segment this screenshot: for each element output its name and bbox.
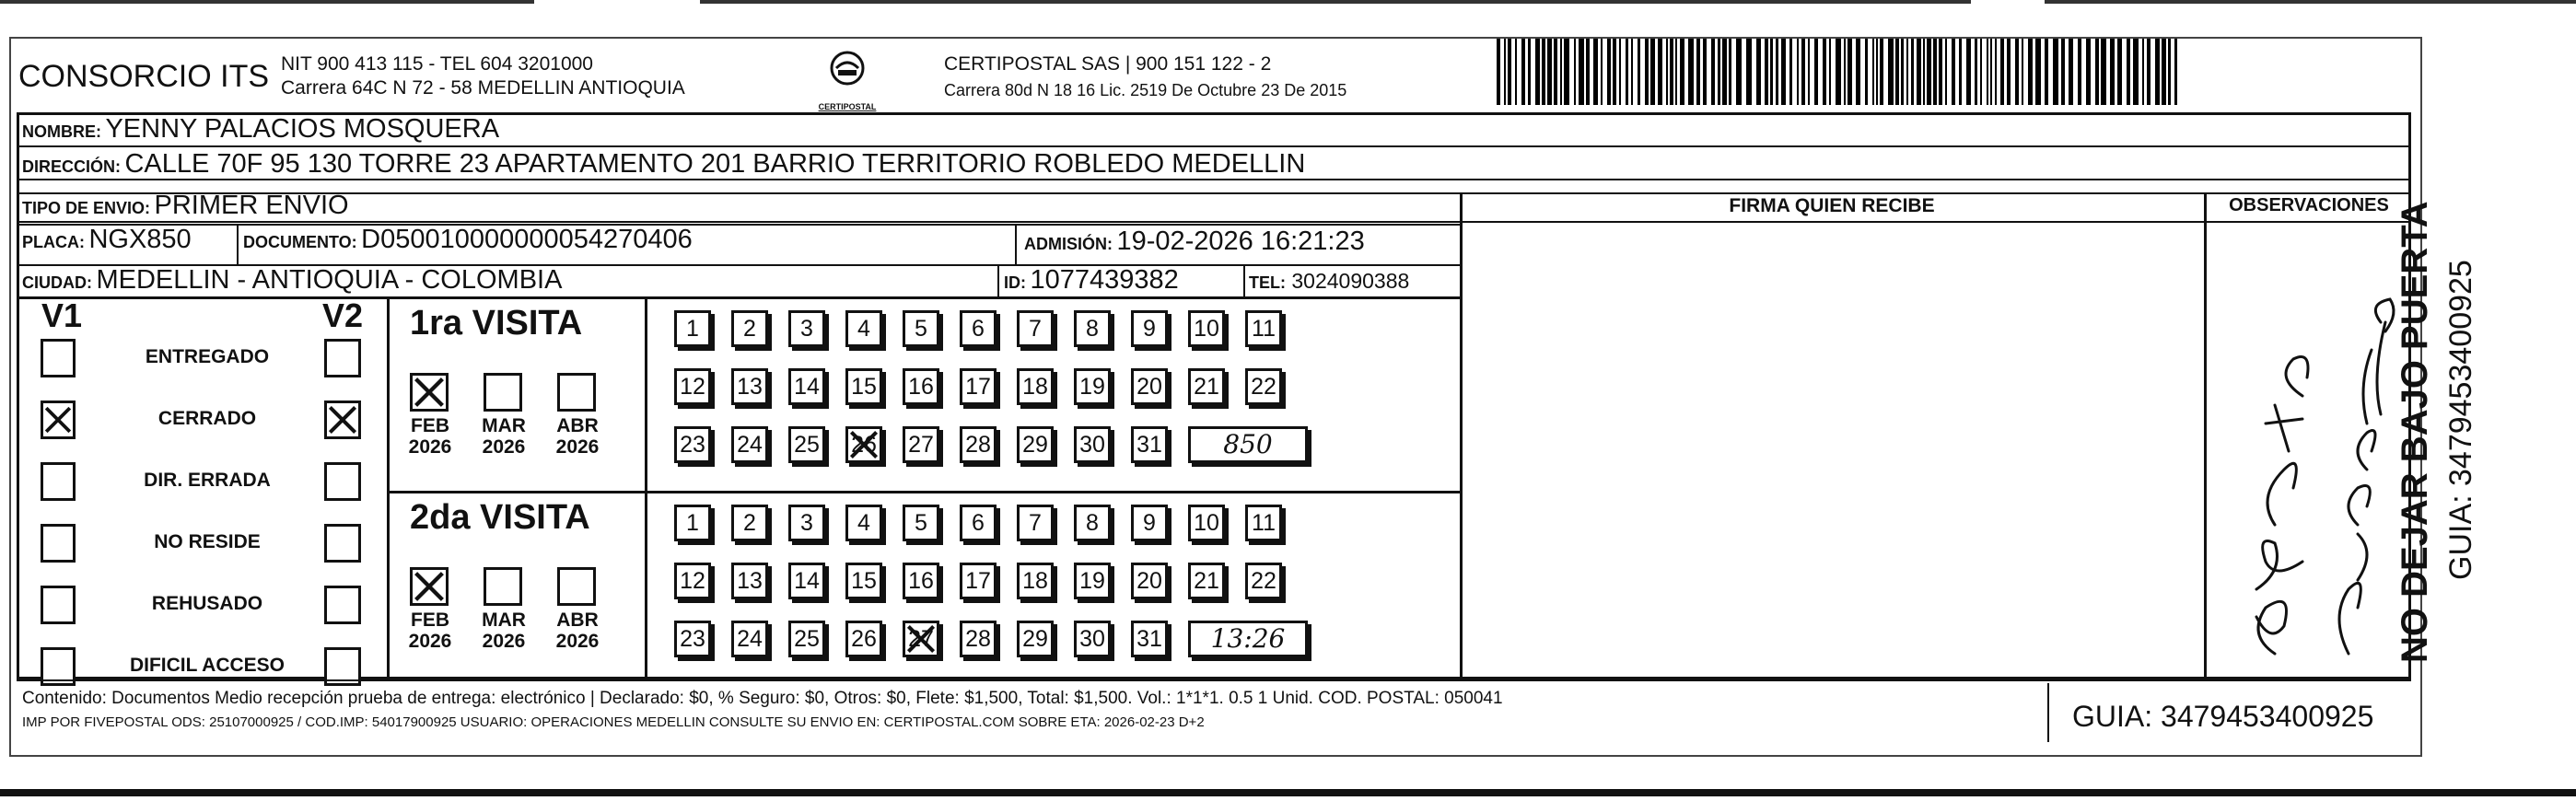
row-divider bbox=[17, 192, 2411, 194]
barcode-bar bbox=[1631, 39, 1633, 105]
barcode-bar bbox=[1975, 39, 1977, 105]
month-name: MAR bbox=[482, 609, 526, 631]
footer-line bbox=[17, 679, 2411, 681]
barcode-bar bbox=[2174, 39, 2177, 105]
x-mark-icon bbox=[413, 376, 446, 409]
barcode-bar bbox=[1836, 39, 1841, 105]
barcode-bar bbox=[1939, 39, 1942, 105]
day-box[interactable]: 29 bbox=[1017, 426, 1054, 463]
firma-divider bbox=[1460, 192, 1463, 679]
barcode-bar bbox=[2147, 39, 2151, 105]
x-mark-icon bbox=[327, 403, 358, 436]
handwritten-text: 850 bbox=[1223, 429, 1273, 459]
barcode-bar bbox=[2000, 39, 2004, 105]
day-box[interactable]: 26 bbox=[845, 621, 882, 657]
tipo-label: TIPO DE ENVIO: bbox=[22, 199, 151, 217]
v1-label: V1 bbox=[41, 296, 83, 334]
day-box[interactable]: 30 bbox=[1074, 426, 1111, 463]
day-box[interactable]: 12 bbox=[674, 368, 711, 405]
ciudad-value: MEDELLIN - ANTIOQUIA - COLOMBIA bbox=[96, 265, 563, 295]
documento-cell bbox=[243, 225, 693, 255]
barcode-bar bbox=[1933, 39, 1937, 105]
ciudad-label: CIUDAD: bbox=[22, 273, 92, 292]
day-box[interactable]: 10 bbox=[1188, 310, 1225, 347]
barcode-bar bbox=[1770, 39, 1773, 105]
footer-imp: IMP POR FIVEPOSTAL ODS: 25107000925 / COD.IMP: 54017900925 USUARIO: OPERACIONES MEDELLIN CONSULTE SU ENVIO EN: CERTIPOSTAL.COM SOBRE ETA: 2026-02-23 D+2 bbox=[22, 714, 1205, 730]
barcode-bar bbox=[1607, 39, 1611, 105]
day-box[interactable]: 17 bbox=[960, 563, 997, 599]
status-option-label: DIFICIL ACCESO bbox=[129, 655, 285, 676]
day-box[interactable]: 4 bbox=[845, 310, 882, 347]
barcode-bar bbox=[1789, 39, 1792, 105]
day-box[interactable]: 29 bbox=[1017, 621, 1054, 657]
day-box[interactable]: 23 bbox=[674, 621, 711, 657]
handwritten-box bbox=[1188, 621, 1308, 657]
v1-checkbox[interactable] bbox=[41, 462, 76, 501]
tel-label: TEL: bbox=[1249, 273, 1286, 292]
row-divider bbox=[17, 224, 1463, 226]
ciudad-row bbox=[22, 265, 562, 296]
day-box[interactable]: 13 bbox=[731, 368, 768, 405]
barcode-bar bbox=[2095, 39, 2099, 105]
nombre-row bbox=[22, 114, 499, 145]
day-box[interactable]: 23 bbox=[674, 426, 711, 463]
barcode-bar bbox=[1497, 39, 1500, 105]
row-divider bbox=[17, 145, 2411, 147]
day-box[interactable]: 14 bbox=[788, 368, 825, 405]
day-box[interactable]: 30 bbox=[1074, 621, 1111, 657]
day-box[interactable]: 22 bbox=[1245, 368, 1282, 405]
direccion-row bbox=[22, 149, 1305, 180]
tel-divider bbox=[1243, 264, 1245, 297]
barcode-bar bbox=[1508, 39, 1511, 105]
barcode-bar bbox=[1987, 39, 1988, 105]
direccion-label: DIRECCIÓN: bbox=[22, 157, 121, 176]
status-option-label: REHUSADO bbox=[151, 593, 263, 614]
month-label bbox=[471, 415, 537, 458]
day-box[interactable]: 4 bbox=[845, 505, 882, 541]
barcode-bar bbox=[1808, 39, 1810, 105]
barcode-bar bbox=[2110, 39, 2115, 105]
day-box[interactable]: 27 bbox=[903, 621, 939, 657]
month-checkbox[interactable] bbox=[410, 567, 449, 606]
month-year: 2026 bbox=[482, 631, 526, 652]
tel-value: 3024090388 bbox=[1291, 269, 1410, 293]
v2-checkbox[interactable] bbox=[324, 586, 361, 624]
row-divider bbox=[17, 221, 1463, 223]
day-box[interactable]: 25 bbox=[788, 621, 825, 657]
obs-divider bbox=[2204, 192, 2207, 679]
day-box[interactable]: 16 bbox=[903, 368, 939, 405]
footer-content: Contenido: Documentos Medio recepción prueba de entrega: electrónico | Declarado: $0, % Seguro: $0, Otros: $0, Flete: $1,500, Total: $1,500. Vol.: 1*1*1. 0.5 1 Unid. COD. POSTAL: 050041 bbox=[22, 689, 1503, 708]
day-box[interactable]: 2 bbox=[731, 505, 768, 541]
placa-label: PLACA: bbox=[22, 233, 85, 251]
placa-value: NGX850 bbox=[88, 225, 192, 254]
side-title: NO DEJAR BAJO PUERTA bbox=[2395, 201, 2435, 663]
day-box[interactable]: 18 bbox=[1017, 368, 1054, 405]
footer-guia: GUIA: 3479453400925 bbox=[2072, 700, 2374, 733]
id-label: ID: bbox=[1004, 273, 1026, 292]
visit-divider bbox=[390, 491, 1463, 493]
barcode-bar bbox=[1574, 39, 1576, 105]
barcode-bar bbox=[1638, 39, 1640, 105]
day-box[interactable]: 5 bbox=[903, 505, 939, 541]
barcode-bar bbox=[2162, 39, 2166, 105]
admision-value: 19-02-2026 16:21:23 bbox=[1116, 226, 1365, 256]
day-box[interactable]: 9 bbox=[1131, 505, 1168, 541]
barcode-bar bbox=[1746, 39, 1752, 105]
month-year: 2026 bbox=[555, 631, 600, 652]
barcode-bar bbox=[1619, 39, 1621, 105]
barcode-bar bbox=[1593, 39, 1598, 105]
handwritten-text: 13:26 bbox=[1210, 623, 1286, 654]
barcode-bar bbox=[2078, 39, 2081, 105]
barcode-bar bbox=[2155, 39, 2160, 105]
id-value: 1077439382 bbox=[1030, 265, 1179, 295]
month-year: 2026 bbox=[482, 436, 526, 458]
x-mark-icon bbox=[43, 403, 73, 436]
day-box[interactable]: 28 bbox=[960, 621, 997, 657]
v1-checkbox[interactable] bbox=[41, 400, 76, 439]
barcode-bar bbox=[1688, 39, 1694, 105]
status-option-label: DIR. ERRADA bbox=[144, 470, 271, 491]
day-box[interactable]: 13 bbox=[731, 563, 768, 599]
barcode-bar bbox=[1927, 39, 1931, 105]
barcode bbox=[1497, 39, 2183, 105]
admision-label: ADMISIÓN: bbox=[1024, 235, 1113, 253]
barcode-bar bbox=[1776, 39, 1778, 105]
day-box[interactable]: 19 bbox=[1074, 563, 1111, 599]
top-edge bbox=[0, 0, 2576, 4]
firma-label: FIRMA QUIEN RECIBE bbox=[1729, 195, 1935, 216]
day-box[interactable]: 21 bbox=[1188, 563, 1225, 599]
barcode-bar bbox=[1528, 39, 1531, 105]
barcode-bar bbox=[1923, 39, 1925, 105]
barcode-bar bbox=[1917, 39, 1921, 105]
v2-checkbox[interactable] bbox=[324, 462, 361, 501]
month-year: 2026 bbox=[408, 631, 452, 652]
day-box[interactable]: 7 bbox=[1017, 310, 1054, 347]
carrier-line-2: Carrera 80d N 18 16 Lic. 2519 De Octubre 23 De 2015 bbox=[944, 81, 1347, 99]
nombre-label: NOMBRE: bbox=[22, 122, 101, 141]
barcode-bar bbox=[1801, 39, 1805, 105]
v1-checkbox[interactable] bbox=[41, 339, 76, 377]
v2-checkbox[interactable] bbox=[324, 400, 361, 439]
barcode-bar bbox=[2086, 39, 2091, 105]
barcode-bar bbox=[2045, 39, 2048, 105]
status-option-label: ENTREGADO bbox=[145, 346, 270, 367]
barcode-bar bbox=[1865, 39, 1868, 105]
barcode-bar bbox=[1658, 39, 1662, 105]
barcode-bar bbox=[1906, 39, 1908, 105]
barcode-bar bbox=[1847, 39, 1852, 105]
direccion-value: CALLE 70F 95 130 TORRE 23 APARTAMENTO 201 BARRIO TERRITORIO ROBLEDO MEDELLIN bbox=[124, 149, 1306, 179]
barcode-bar bbox=[1945, 39, 1947, 105]
certipostal-logo-text: CERTIPOSTAL bbox=[818, 102, 877, 111]
day-box[interactable]: 12 bbox=[674, 563, 711, 599]
barcode-bar bbox=[1722, 39, 1727, 105]
v2-checkbox[interactable] bbox=[324, 524, 361, 563]
barcode-bar bbox=[1626, 39, 1628, 105]
barcode-bar bbox=[1535, 39, 1540, 105]
barcode-bar bbox=[2015, 39, 2019, 105]
barcode-bar bbox=[1564, 39, 1569, 105]
barcode-bar bbox=[1901, 39, 1904, 105]
tipo-value: PRIMER ENVIO bbox=[154, 191, 349, 220]
barcode-bar bbox=[2142, 39, 2144, 105]
barcode-bar bbox=[1645, 39, 1649, 105]
observaciones-handwriting bbox=[2220, 267, 2404, 672]
barcode-bar bbox=[1959, 39, 1962, 105]
day-box[interactable]: 16 bbox=[903, 563, 939, 599]
day-box[interactable]: 24 bbox=[731, 621, 768, 657]
barcode-bar bbox=[1729, 39, 1731, 105]
top-edge-gap bbox=[534, 0, 700, 4]
day-box[interactable]: 27 bbox=[903, 426, 939, 463]
visit-title: 2da VISITA bbox=[410, 498, 590, 537]
barcode-bar bbox=[1650, 39, 1655, 105]
barcode-bar bbox=[2127, 39, 2130, 105]
barcode-bar bbox=[1980, 39, 1982, 105]
barcode-bar bbox=[1823, 39, 1826, 105]
documento-value: D050010000000054270406 bbox=[361, 225, 693, 254]
admision-cell bbox=[1024, 226, 1365, 257]
day-box[interactable]: 15 bbox=[845, 563, 882, 599]
barcode-bar bbox=[1670, 39, 1673, 105]
day-box[interactable]: 6 bbox=[960, 310, 997, 347]
barcode-bar bbox=[1781, 39, 1786, 105]
barcode-bar bbox=[1765, 39, 1768, 105]
day-box[interactable]: 31 bbox=[1131, 426, 1168, 463]
barcode-bar bbox=[1990, 39, 1992, 105]
month-label bbox=[397, 609, 463, 652]
barcode-bar bbox=[1797, 39, 1799, 105]
v2-label: V2 bbox=[322, 296, 364, 334]
day-box[interactable]: 20 bbox=[1131, 563, 1168, 599]
barcode-bar bbox=[2133, 39, 2139, 105]
observaciones-label: OBSERVACIONES bbox=[2229, 195, 2389, 215]
barcode-bar bbox=[1613, 39, 1616, 105]
barcode-bar bbox=[1504, 39, 1506, 105]
carrier-line-1: CERTIPOSTAL SAS | 900 151 122 - 2 bbox=[944, 53, 1272, 75]
day-box[interactable]: 17 bbox=[960, 368, 997, 405]
visit-month-divider bbox=[645, 299, 647, 679]
day-box[interactable]: 3 bbox=[788, 310, 825, 347]
barcode-bar bbox=[1995, 39, 1997, 105]
barcode-bar bbox=[1736, 39, 1742, 105]
month-name: MAR bbox=[482, 415, 526, 436]
barcode-bar bbox=[1911, 39, 1914, 105]
month-checkbox[interactable] bbox=[484, 373, 522, 412]
barcode-bar bbox=[1666, 39, 1668, 105]
month-label bbox=[544, 415, 611, 458]
x-mark-icon bbox=[413, 570, 446, 603]
tipo-row bbox=[22, 191, 349, 221]
barcode-bar bbox=[2007, 39, 2011, 105]
month-name: FEB bbox=[411, 415, 449, 436]
barcode-bar bbox=[2069, 39, 2073, 105]
barcode-bar bbox=[2022, 39, 2023, 105]
day-box[interactable]: 31 bbox=[1131, 621, 1168, 657]
barcode-bar bbox=[1966, 39, 1971, 105]
month-name: ABR bbox=[556, 609, 599, 631]
x-mark-icon bbox=[905, 623, 937, 655]
barcode-bar bbox=[1521, 39, 1525, 105]
day-box[interactable]: 6 bbox=[960, 505, 997, 541]
day-box[interactable]: 24 bbox=[731, 426, 768, 463]
v1-checkbox[interactable] bbox=[41, 586, 76, 624]
month-checkbox[interactable] bbox=[484, 567, 522, 606]
top-edge-gap-2 bbox=[1971, 0, 2045, 4]
month-label bbox=[397, 415, 463, 458]
month-checkbox[interactable] bbox=[557, 373, 596, 412]
barcode-bar bbox=[1829, 39, 1831, 105]
barcode-bar bbox=[1547, 39, 1552, 105]
barcode-bar bbox=[2035, 39, 2041, 105]
id-cell bbox=[1004, 265, 1179, 296]
day-box[interactable]: 15 bbox=[845, 368, 882, 405]
day-box[interactable]: 14 bbox=[788, 563, 825, 599]
day-box[interactable]: 8 bbox=[1074, 310, 1111, 347]
company-line-1: NIT 900 413 115 - TEL 604 3201000 bbox=[281, 53, 593, 75]
day-box[interactable]: 25 bbox=[788, 426, 825, 463]
month-label bbox=[471, 609, 537, 652]
barcode-bar bbox=[1696, 39, 1700, 105]
day-box[interactable]: 1 bbox=[674, 505, 711, 541]
barcode-bar bbox=[1579, 39, 1584, 105]
day-box[interactable]: 19 bbox=[1074, 368, 1111, 405]
company-name: CONSORCIO ITS bbox=[18, 59, 270, 94]
day-box[interactable]: 9 bbox=[1131, 310, 1168, 347]
day-box[interactable]: 2 bbox=[731, 310, 768, 347]
barcode-bar bbox=[1856, 39, 1860, 105]
day-box[interactable]: 11 bbox=[1245, 505, 1282, 541]
barcode-bar bbox=[1844, 39, 1846, 105]
barcode-bar bbox=[2028, 39, 2033, 105]
barcode-bar bbox=[1680, 39, 1684, 105]
nombre-value: YENNY PALACIOS MOSQUERA bbox=[105, 114, 500, 144]
barcode-bar bbox=[1586, 39, 1590, 105]
tel-cell bbox=[1249, 269, 1409, 294]
barcode-bar bbox=[1703, 39, 1707, 105]
barcode-bar bbox=[1554, 39, 1557, 105]
day-box[interactable]: 3 bbox=[788, 505, 825, 541]
day-box[interactable]: 18 bbox=[1017, 563, 1054, 599]
month-label bbox=[544, 609, 611, 652]
day-box[interactable]: 7 bbox=[1017, 505, 1054, 541]
barcode-bar bbox=[1876, 39, 1878, 105]
visit-title: 1ra VISITA bbox=[410, 304, 583, 342]
month-checkbox[interactable] bbox=[557, 567, 596, 606]
status-option-label: NO RESIDE bbox=[154, 531, 261, 552]
barcode-bar bbox=[1880, 39, 1883, 105]
barcode-bar bbox=[1756, 39, 1761, 105]
admision-divider bbox=[1015, 224, 1017, 264]
barcode-bar bbox=[1560, 39, 1562, 105]
barcode-bar bbox=[2053, 39, 2058, 105]
status-option-label: CERRADO bbox=[157, 408, 257, 429]
barcode-bar bbox=[2101, 39, 2106, 105]
day-box[interactable]: 21 bbox=[1188, 368, 1225, 405]
day-box[interactable]: 10 bbox=[1188, 505, 1225, 541]
day-box[interactable]: 22 bbox=[1245, 563, 1282, 599]
barcode-bar bbox=[1675, 39, 1677, 105]
day-box[interactable]: 1 bbox=[674, 310, 711, 347]
documento-label: DOCUMENTO: bbox=[243, 233, 357, 251]
barcode-bar bbox=[1718, 39, 1720, 105]
barcode-bar bbox=[1542, 39, 1545, 105]
id-divider bbox=[997, 264, 999, 297]
month-year: 2026 bbox=[408, 436, 452, 458]
placa-divider bbox=[237, 224, 239, 264]
certipostal-logo bbox=[810, 48, 884, 111]
v1-checkbox[interactable] bbox=[41, 524, 76, 563]
barcode-bar bbox=[1888, 39, 1894, 105]
barcode-bar bbox=[2117, 39, 2122, 105]
placa-row bbox=[22, 225, 192, 255]
barcode-bar bbox=[1895, 39, 1899, 105]
day-box[interactable]: 26 bbox=[845, 426, 882, 463]
barcode-bar bbox=[1952, 39, 1955, 105]
day-box[interactable]: 5 bbox=[903, 310, 939, 347]
month-year: 2026 bbox=[555, 436, 600, 458]
bottom-edge bbox=[0, 789, 2576, 796]
day-box[interactable]: 20 bbox=[1131, 368, 1168, 405]
barcode-bar bbox=[2168, 39, 2171, 105]
day-box[interactable]: 8 bbox=[1074, 505, 1111, 541]
barcode-bar bbox=[1872, 39, 1874, 105]
barcode-bar bbox=[1711, 39, 1715, 105]
day-box[interactable]: 28 bbox=[960, 426, 997, 463]
month-name: ABR bbox=[556, 415, 599, 436]
v2-checkbox[interactable] bbox=[324, 339, 361, 377]
month-name: FEB bbox=[411, 609, 449, 631]
barcode-bar bbox=[1814, 39, 1818, 105]
obs-header-line bbox=[1460, 221, 2411, 223]
barcode-bar bbox=[1515, 39, 1517, 105]
month-checkbox[interactable] bbox=[410, 373, 449, 412]
x-mark-icon bbox=[848, 429, 880, 460]
barcode-bar bbox=[1601, 39, 1603, 105]
day-box[interactable]: 11 bbox=[1245, 310, 1282, 347]
company-line-2: Carrera 64C N 72 - 58 MEDELLIN ANTIOQUIA bbox=[281, 77, 685, 99]
barcode-bar bbox=[2061, 39, 2065, 105]
handwritten-box bbox=[1188, 426, 1308, 463]
side-guia: GUIA: 3479453400925 bbox=[2443, 260, 2478, 580]
